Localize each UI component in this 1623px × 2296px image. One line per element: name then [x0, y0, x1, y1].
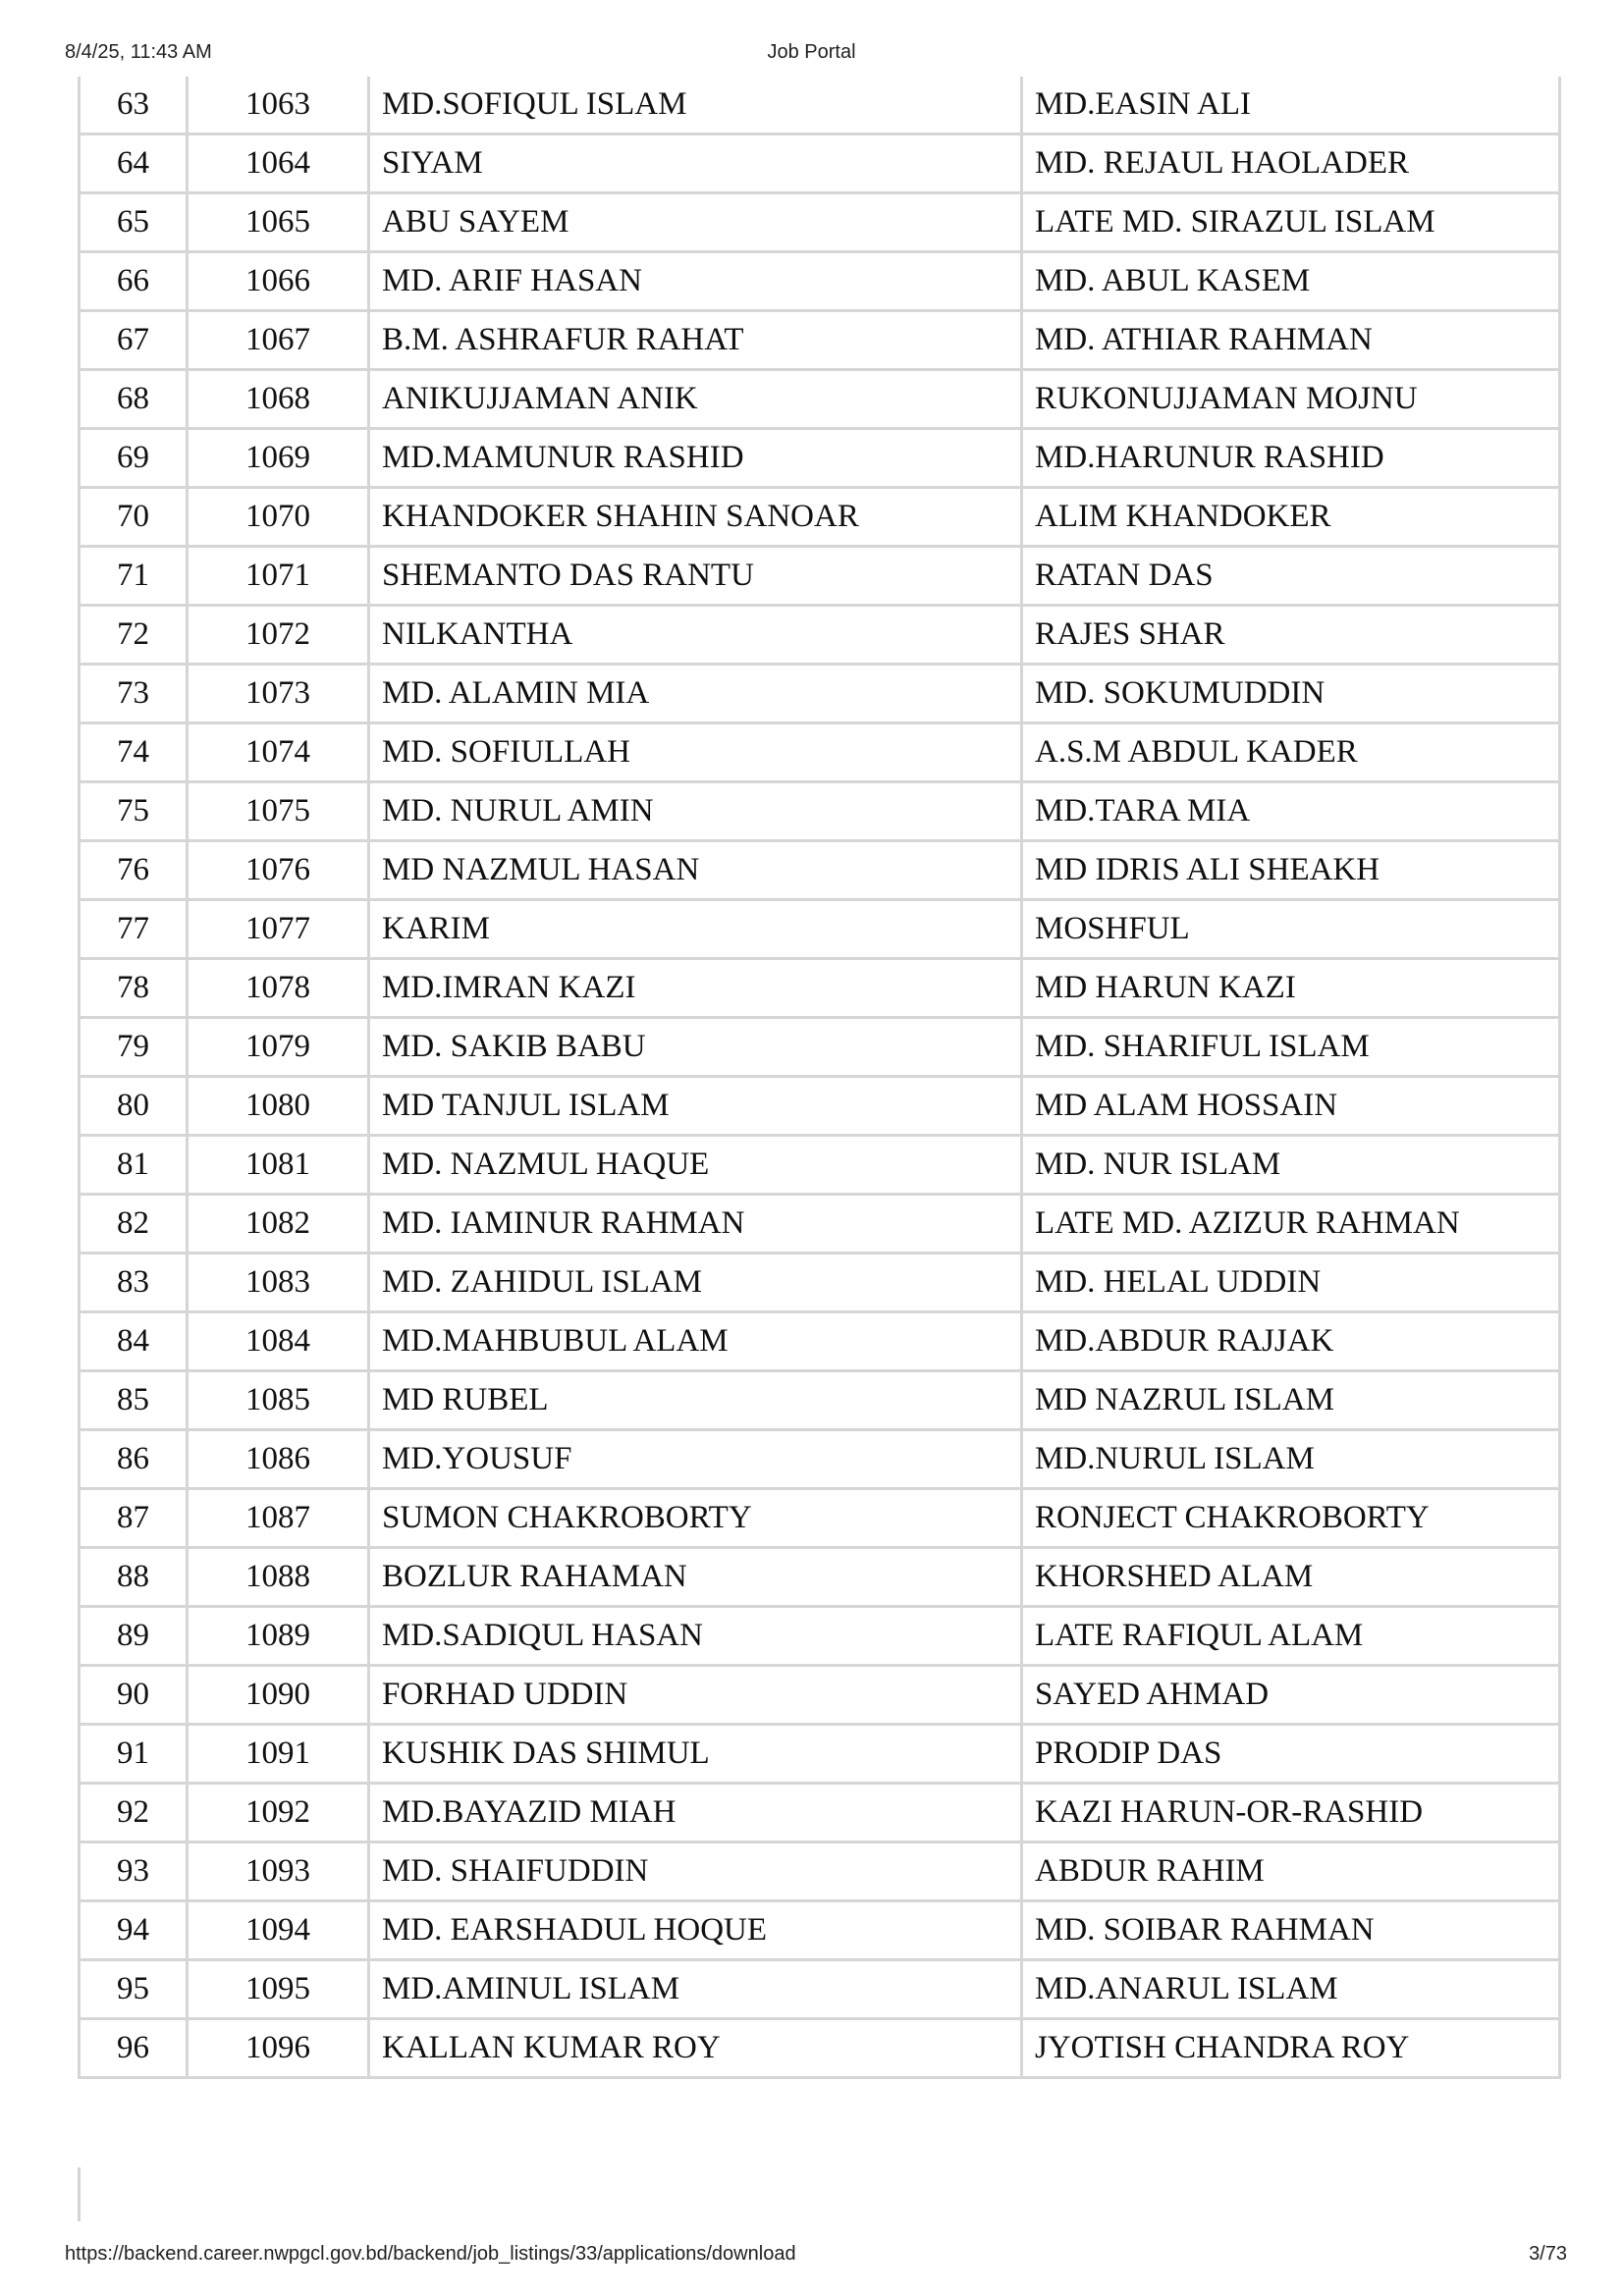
applicant-name-cell: MD. ARIF HASAN [369, 252, 1022, 311]
roll-cell: 1082 [188, 1195, 369, 1254]
father-name-cell: RAJES SHAR [1022, 606, 1560, 665]
table-row [80, 1666, 1560, 1725]
applicant-name-cell: MD.SOFIQUL ISLAM [369, 77, 1022, 134]
applicant-name-cell: FORHAD UDDIN [369, 1666, 1022, 1725]
roll-cell: 1096 [188, 2019, 369, 2078]
table-row [80, 1901, 1560, 1960]
father-name-cell: MOSHFUL [1022, 900, 1560, 959]
serial-cell: 75 [80, 782, 188, 841]
father-name-cell: MD.HARUNUR RASHID [1022, 429, 1560, 488]
applicant-name-cell: KALLAN KUMAR ROY [369, 2019, 1022, 2078]
roll-cell: 1086 [188, 1430, 369, 1489]
table-continuation-rule [78, 2167, 81, 2221]
applicant-name-cell: MD. SOFIULLAH [369, 723, 1022, 782]
father-name-cell: MD.ABDUR RAJJAK [1022, 1312, 1560, 1371]
serial-cell: 87 [80, 1489, 188, 1548]
table-row [80, 311, 1560, 370]
father-name-cell: MD HARUN KAZI [1022, 959, 1560, 1018]
father-name-cell: KAZI HARUN-OR-RASHID [1022, 1784, 1560, 1842]
applicant-name-cell: NILKANTHA [369, 606, 1022, 665]
roll-cell: 1077 [188, 900, 369, 959]
table-row [80, 488, 1560, 547]
applicant-name-cell: MD. SHAIFUDDIN [369, 1842, 1022, 1901]
father-name-cell: MD.ANARUL ISLAM [1022, 1960, 1560, 2019]
table-row [80, 193, 1560, 252]
father-name-cell: MD. NUR ISLAM [1022, 1136, 1560, 1195]
roll-cell: 1093 [188, 1842, 369, 1901]
serial-cell: 90 [80, 1666, 188, 1725]
serial-cell: 71 [80, 547, 188, 606]
father-name-cell: PRODIP DAS [1022, 1725, 1560, 1784]
applicant-name-cell: MD TANJUL ISLAM [369, 1077, 1022, 1136]
applicant-name-cell: MD.MAMUNUR RASHID [369, 429, 1022, 488]
roll-cell: 1090 [188, 1666, 369, 1725]
serial-cell: 91 [80, 1725, 188, 1784]
table-row [80, 1371, 1560, 1430]
roll-cell: 1095 [188, 1960, 369, 2019]
serial-cell: 73 [80, 665, 188, 723]
applicant-name-cell: MD.IMRAN KAZI [369, 959, 1022, 1018]
table-row [80, 959, 1560, 1018]
table-row [80, 1254, 1560, 1312]
serial-cell: 67 [80, 311, 188, 370]
table-row [80, 1136, 1560, 1195]
roll-cell: 1073 [188, 665, 369, 723]
applicant-name-cell: KUSHIK DAS SHIMUL [369, 1725, 1022, 1784]
applicant-name-cell: SHEMANTO DAS RANTU [369, 547, 1022, 606]
roll-cell: 1078 [188, 959, 369, 1018]
roll-cell: 1091 [188, 1725, 369, 1784]
serial-cell: 89 [80, 1607, 188, 1666]
applicant-name-cell: MD.MAHBUBUL ALAM [369, 1312, 1022, 1371]
father-name-cell: MD.NURUL ISLAM [1022, 1430, 1560, 1489]
applicant-name-cell: MD.BAYAZID MIAH [369, 1784, 1022, 1842]
serial-cell: 68 [80, 370, 188, 429]
serial-cell: 72 [80, 606, 188, 665]
father-name-cell: MD. SHARIFUL ISLAM [1022, 1018, 1560, 1077]
table-row [80, 1784, 1560, 1842]
serial-cell: 70 [80, 488, 188, 547]
table-row [80, 1489, 1560, 1548]
roll-cell: 1070 [188, 488, 369, 547]
table-row [80, 665, 1560, 723]
page-number: 3/73 [1529, 2243, 1567, 2265]
roll-cell: 1079 [188, 1018, 369, 1077]
roll-cell: 1064 [188, 134, 369, 193]
father-name-cell: RUKONUJJAMAN MOJNU [1022, 370, 1560, 429]
applicants-table-body [80, 77, 1560, 2078]
serial-cell: 80 [80, 1077, 188, 1136]
serial-cell: 83 [80, 1254, 188, 1312]
roll-cell: 1092 [188, 1784, 369, 1842]
table-row [80, 1842, 1560, 1901]
father-name-cell: MD. ABUL KASEM [1022, 252, 1560, 311]
father-name-cell: RONJECT CHAKROBORTY [1022, 1489, 1560, 1548]
father-name-cell: ALIM KHANDOKER [1022, 488, 1560, 547]
roll-cell: 1063 [188, 77, 369, 134]
father-name-cell: ABDUR RAHIM [1022, 1842, 1560, 1901]
roll-cell: 1071 [188, 547, 369, 606]
father-name-cell: KHORSHED ALAM [1022, 1548, 1560, 1607]
father-name-cell: MD NAZRUL ISLAM [1022, 1371, 1560, 1430]
serial-cell: 84 [80, 1312, 188, 1371]
serial-cell: 78 [80, 959, 188, 1018]
roll-cell: 1094 [188, 1901, 369, 1960]
table-row [80, 252, 1560, 311]
father-name-cell: MD.TARA MIA [1022, 782, 1560, 841]
father-name-cell: MD.EASIN ALI [1022, 77, 1560, 134]
roll-cell: 1075 [188, 782, 369, 841]
serial-cell: 93 [80, 1842, 188, 1901]
father-name-cell: MD ALAM HOSSAIN [1022, 1077, 1560, 1136]
applicant-name-cell: SIYAM [369, 134, 1022, 193]
serial-cell: 66 [80, 252, 188, 311]
table-row [80, 782, 1560, 841]
applicant-name-cell: MD. ZAHIDUL ISLAM [369, 1254, 1022, 1312]
table-row [80, 1077, 1560, 1136]
serial-cell: 76 [80, 841, 188, 900]
serial-cell: 88 [80, 1548, 188, 1607]
table-row [80, 723, 1560, 782]
table-row [80, 370, 1560, 429]
table-row [80, 1312, 1560, 1371]
serial-cell: 95 [80, 1960, 188, 2019]
page-url: https://backend.career.nwpgcl.gov.bd/backend/job_listings/33/applications/download [65, 2243, 796, 2265]
father-name-cell: A.S.M ABDUL KADER [1022, 723, 1560, 782]
table-row [80, 429, 1560, 488]
applicant-name-cell: MD.AMINUL ISLAM [369, 1960, 1022, 2019]
father-name-cell: MD IDRIS ALI SHEAKH [1022, 841, 1560, 900]
table-row [80, 134, 1560, 193]
applicants-table [78, 77, 1561, 2079]
father-name-cell: MD. ATHIAR RAHMAN [1022, 311, 1560, 370]
roll-cell: 1089 [188, 1607, 369, 1666]
serial-cell: 63 [80, 77, 188, 134]
serial-cell: 85 [80, 1371, 188, 1430]
serial-cell: 77 [80, 900, 188, 959]
print-datetime: 8/4/25, 11:43 AM [65, 41, 212, 63]
table-row [80, 900, 1560, 959]
serial-cell: 82 [80, 1195, 188, 1254]
applicant-name-cell: MD.YOUSUF [369, 1430, 1022, 1489]
applicant-name-cell: KARIM [369, 900, 1022, 959]
roll-cell: 1065 [188, 193, 369, 252]
applicant-name-cell: MD. ALAMIN MIA [369, 665, 1022, 723]
serial-cell: 86 [80, 1430, 188, 1489]
roll-cell: 1083 [188, 1254, 369, 1312]
table-row [80, 1195, 1560, 1254]
roll-cell: 1068 [188, 370, 369, 429]
serial-cell: 94 [80, 1901, 188, 1960]
applicant-name-cell: KHANDOKER SHAHIN SANOAR [369, 488, 1022, 547]
roll-cell: 1087 [188, 1489, 369, 1548]
roll-cell: 1084 [188, 1312, 369, 1371]
roll-cell: 1088 [188, 1548, 369, 1607]
table-row [80, 77, 1560, 134]
roll-cell: 1074 [188, 723, 369, 782]
father-name-cell: MD. SOIBAR RAHMAN [1022, 1901, 1560, 1960]
serial-cell: 81 [80, 1136, 188, 1195]
table-row [80, 1548, 1560, 1607]
applicant-name-cell: BOZLUR RAHAMAN [369, 1548, 1022, 1607]
applicant-name-cell: SUMON CHAKROBORTY [369, 1489, 1022, 1548]
roll-cell: 1076 [188, 841, 369, 900]
applicant-name-cell: MD. IAMINUR RAHMAN [369, 1195, 1022, 1254]
applicant-name-cell: ABU SAYEM [369, 193, 1022, 252]
serial-cell: 65 [80, 193, 188, 252]
roll-cell: 1085 [188, 1371, 369, 1430]
table-row [80, 1430, 1560, 1489]
table-row [80, 606, 1560, 665]
applicant-name-cell: MD NAZMUL HASAN [369, 841, 1022, 900]
roll-cell: 1069 [188, 429, 369, 488]
serial-cell: 96 [80, 2019, 188, 2078]
applicant-name-cell: MD RUBEL [369, 1371, 1022, 1430]
father-name-cell: LATE MD. SIRAZUL ISLAM [1022, 193, 1560, 252]
roll-cell: 1072 [188, 606, 369, 665]
roll-cell: 1081 [188, 1136, 369, 1195]
applicant-name-cell: MD. NAZMUL HAQUE [369, 1136, 1022, 1195]
roll-cell: 1067 [188, 311, 369, 370]
father-name-cell: JYOTISH CHANDRA ROY [1022, 2019, 1560, 2078]
page-title: Job Portal [767, 41, 856, 63]
serial-cell: 74 [80, 723, 188, 782]
father-name-cell: SAYED AHMAD [1022, 1666, 1560, 1725]
table-row [80, 841, 1560, 900]
father-name-cell: LATE MD. AZIZUR RAHMAN [1022, 1195, 1560, 1254]
serial-cell: 79 [80, 1018, 188, 1077]
serial-cell: 69 [80, 429, 188, 488]
table-row [80, 1607, 1560, 1666]
father-name-cell: MD. SOKUMUDDIN [1022, 665, 1560, 723]
father-name-cell: RATAN DAS [1022, 547, 1560, 606]
father-name-cell: MD. REJAUL HAOLADER [1022, 134, 1560, 193]
applicant-name-cell: MD. EARSHADUL HOQUE [369, 1901, 1022, 1960]
serial-cell: 92 [80, 1784, 188, 1842]
table-row [80, 1960, 1560, 2019]
applicant-name-cell: MD. NURUL AMIN [369, 782, 1022, 841]
table-row [80, 2019, 1560, 2078]
applicant-name-cell: MD. SAKIB BABU [369, 1018, 1022, 1077]
table-row [80, 547, 1560, 606]
applicant-name-cell: B.M. ASHRAFUR RAHAT [369, 311, 1022, 370]
father-name-cell: LATE RAFIQUL ALAM [1022, 1607, 1560, 1666]
applicant-name-cell: ANIKUJJAMAN ANIK [369, 370, 1022, 429]
table-row [80, 1018, 1560, 1077]
roll-cell: 1080 [188, 1077, 369, 1136]
serial-cell: 64 [80, 134, 188, 193]
roll-cell: 1066 [188, 252, 369, 311]
table-row [80, 1725, 1560, 1784]
applicant-name-cell: MD.SADIQUL HASAN [369, 1607, 1022, 1666]
father-name-cell: MD. HELAL UDDIN [1022, 1254, 1560, 1312]
